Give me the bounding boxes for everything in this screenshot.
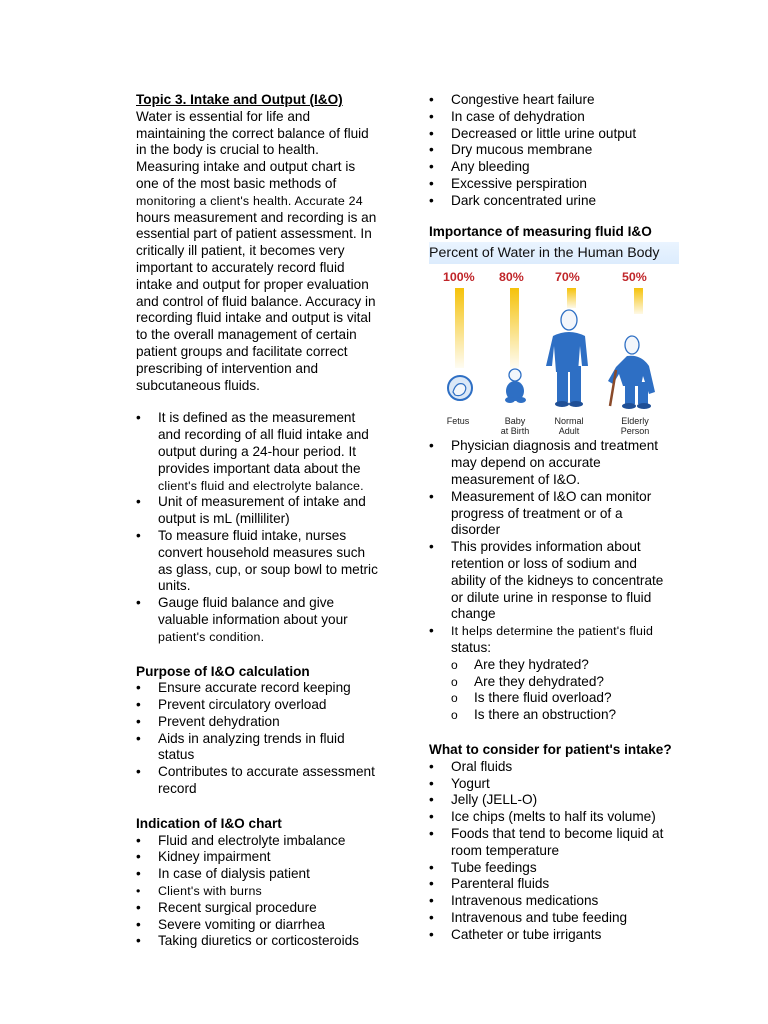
item-line: • Contributes to accurate assessment	[158, 764, 375, 780]
item-line: output is mL (milliliter)	[158, 511, 290, 527]
item-line: • It is defined as the measurement	[158, 410, 356, 426]
list-item	[429, 623, 681, 724]
elderly-label	[615, 416, 655, 436]
list-item: • Dry mucous membrane	[429, 142, 681, 159]
item-line: • Physician diagnosis and treatment	[451, 438, 659, 454]
item-line: record	[158, 781, 197, 797]
list-item: • Severe vomiting or diarrhea	[136, 917, 398, 934]
intro-line: critically ill patient, it becomes very	[136, 243, 345, 259]
percent-label: 100%	[443, 270, 475, 285]
item-line: • Ensure accurate record keeping	[158, 680, 351, 696]
item-line: provides important data about the	[158, 460, 361, 476]
list-item: • Any bleeding	[429, 159, 681, 176]
item-line: status	[158, 747, 195, 763]
list-item	[136, 697, 398, 714]
item-line: disorder	[451, 522, 501, 538]
intro-line: recording fluid intake and output is vital	[136, 310, 372, 326]
importance-heading: Importance of measuring fluid I&O	[429, 223, 652, 239]
list-item	[136, 680, 398, 697]
item-line: retention or loss of sodium and	[451, 555, 637, 571]
item-line: • It helps determine the patient's fluid	[451, 624, 654, 639]
purpose-list	[136, 680, 398, 798]
sub-item: o Is there fluid overload?	[451, 690, 681, 707]
list-item	[136, 764, 398, 798]
label-line: Person	[620, 426, 650, 437]
label-line: Elderly	[621, 416, 649, 427]
list-item: • Taking diuretics or corticosteroids	[136, 933, 398, 950]
intro-line: important to accurately record fluid	[136, 259, 345, 275]
status-sublist	[451, 657, 681, 724]
list-item: • Catheter or tube irrigants	[429, 927, 681, 944]
list-item	[429, 539, 681, 623]
intro-line: maintaining the correct balance of fluid	[136, 125, 369, 141]
list-item: • Excessive perspiration	[429, 176, 681, 193]
water-bar	[634, 288, 643, 314]
item-line: • To measure fluid intake, nurses	[158, 527, 347, 543]
item-line: • This provides information about	[451, 539, 641, 555]
list-item: • In case of dialysis patient	[136, 866, 398, 883]
list-item	[136, 731, 398, 765]
label-line: at Birth	[500, 426, 530, 437]
baby-figure	[505, 369, 526, 403]
item-line: patient's condition.	[158, 629, 265, 644]
elderly-figure	[608, 336, 655, 409]
item-line: • Gauge fluid balance and give	[158, 595, 335, 611]
item-line: • Prevent circulatory overload	[158, 697, 327, 713]
water-bar	[455, 288, 464, 368]
intro-line: subcutaneous fluids.	[136, 377, 260, 393]
infographic-title: Percent of Water in the Human Body	[429, 242, 679, 264]
item-line: change	[451, 606, 496, 622]
item-line: or dilute urine in response to fluid	[451, 589, 652, 605]
intro-line: monitoring a client's health. Accurate 24	[136, 193, 363, 208]
list-item	[429, 438, 681, 488]
left-column	[136, 92, 398, 950]
indication-list-continued	[429, 92, 681, 210]
list-item: • Client's with burns	[136, 883, 398, 900]
item-line: and recording of all fluid intake and	[158, 427, 369, 443]
percent-label: 80%	[499, 270, 524, 285]
list-item: • Decreased or little urine output	[429, 126, 681, 143]
baby-label	[493, 416, 537, 436]
list-item	[136, 528, 398, 595]
sub-item: o Are they dehydrated?	[451, 674, 681, 691]
infographic-artwork	[429, 242, 679, 438]
label-line: Fetus	[446, 416, 470, 427]
item-line: convert household measures such	[158, 544, 366, 560]
item-line: may depend on accurate	[451, 455, 601, 471]
purpose-heading: Purpose of I&O calculation	[136, 663, 310, 679]
list-item: • Dark concentrated urine	[429, 193, 681, 210]
item-line: as glass, cup, or soup bowl to metric	[158, 561, 378, 577]
item-line: output during a 24-hour period. It	[158, 443, 356, 459]
adult-figure	[546, 310, 588, 407]
intro-line: essential part of patient assessment. In	[136, 226, 372, 242]
water-bar	[510, 288, 519, 368]
item-line: room temperature	[451, 842, 560, 858]
list-item: • In case of dehydration	[429, 109, 681, 126]
label-line: Baby	[504, 416, 526, 427]
list-item: • Congestive heart failure	[429, 92, 681, 109]
indication-list	[136, 833, 398, 951]
indication-heading: Indication of I&O chart	[136, 815, 282, 831]
list-item: • Yogurt	[429, 776, 681, 793]
list-item: • Kidney impairment	[136, 849, 398, 866]
item-line: • Measurement of I&O can monitor	[451, 488, 652, 504]
item-line: • Foods that tend to become liquid at	[451, 825, 664, 841]
fetus-label	[443, 416, 473, 426]
topic-title: Topic 3. Intake and Output (I&O)	[136, 92, 343, 107]
item-line: • Prevent dehydration	[158, 713, 280, 729]
list-item: • Intravenous medications	[429, 893, 681, 910]
list-item	[136, 494, 398, 528]
fetus-figure	[448, 376, 472, 400]
item-line: client's fluid and electrolyte balance.	[158, 478, 364, 493]
list-item: • Parenteral fluids	[429, 876, 681, 893]
intro-line: intake and output for proper evaluation	[136, 276, 369, 292]
water-bar	[567, 288, 576, 308]
list-item	[429, 826, 681, 860]
list-item: • Ice chips (melts to half its volume)	[429, 809, 681, 826]
intro-line: hours measurement and recording is an	[136, 209, 377, 225]
list-item: • Intravenous and tube feeding	[429, 910, 681, 927]
definition-list	[136, 410, 398, 645]
adult-label	[549, 416, 589, 436]
intro-paragraph	[136, 109, 398, 395]
label-line: Normal	[554, 416, 584, 427]
intro-line: one of the most basic methods of	[136, 175, 337, 191]
item-line: ability of the kidneys to concentrate	[451, 572, 664, 588]
intro-line: in the body is crucial to health.	[136, 142, 319, 158]
list-item: • Jelly (JELL-O)	[429, 792, 681, 809]
list-item: • Fluid and electrolyte imbalance	[136, 833, 398, 850]
list-item	[136, 714, 398, 731]
water-percentage-infographic	[429, 242, 679, 438]
item-line: • Aids in analyzing trends in fluid	[158, 730, 345, 746]
importance-list	[429, 438, 681, 724]
list-item: • Recent surgical procedure	[136, 900, 398, 917]
item-line: progress of treatment or of a	[451, 505, 623, 521]
intro-line: prescribing of intervention and	[136, 360, 319, 376]
intake-list	[429, 759, 681, 944]
sub-item: o Are they hydrated?	[451, 657, 681, 674]
intro-line: and control of fluid balance. Accuracy in	[136, 293, 376, 309]
intro-line: to the overall management of certain	[136, 327, 357, 343]
list-item	[136, 410, 398, 494]
intro-line: Water is essential for life and	[136, 108, 311, 124]
list-item	[429, 489, 681, 539]
intro-line: Measuring intake and output chart is	[136, 159, 356, 175]
list-item: • Tube feedings	[429, 860, 681, 877]
percent-label: 50%	[622, 270, 647, 285]
item-line: • Unit of measurement of intake and	[158, 494, 366, 510]
percent-label: 70%	[555, 270, 580, 285]
right-column	[429, 92, 681, 943]
list-item: • Oral fluids	[429, 759, 681, 776]
list-item	[136, 595, 398, 645]
intake-heading: What to consider for patient's intake?	[429, 741, 672, 757]
item-line: units.	[158, 578, 191, 594]
item-line: status:	[451, 639, 492, 655]
item-line: valuable information about your	[158, 611, 348, 627]
intro-line: patient groups and facilitate correct	[136, 343, 348, 359]
sub-item: o Is there an obstruction?	[451, 707, 681, 724]
label-line: Adult	[558, 426, 580, 437]
item-line: measurement of I&O.	[451, 471, 581, 487]
